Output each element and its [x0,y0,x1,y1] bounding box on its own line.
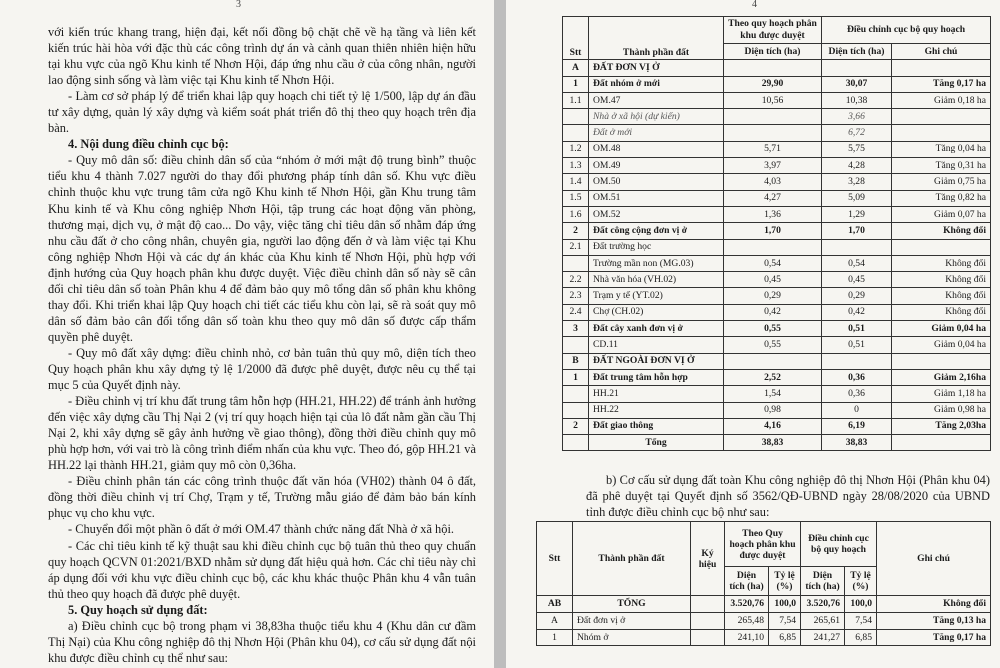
cell-area-approved: 3.520,76 [725,596,769,613]
cell-stt: A [563,60,589,76]
cell-component: Trường mần non (MG.03) [589,255,724,271]
cell-area-approved: 265,48 [725,612,769,629]
cell-note: Tăng 0,17 ha [892,76,991,92]
cell-component: Tổng [589,435,724,451]
cell-ratio-approved: 6,85 [769,629,801,646]
cell-stt [563,255,589,271]
body-paragraph: - Chuyển đổi một phần ô đất ở mới OM.47 thành chức năng đất Nhà ở xã hội. [68,522,454,537]
cell-area-adjusted: 241,27 [801,629,845,646]
cell-component: CD.11 [589,337,724,353]
cell-area-approved: 0,55 [724,321,822,337]
right-page [506,0,1000,668]
cell-area-adjusted: 1,29 [822,206,892,222]
cell-area-approved [724,353,822,369]
cell-area-adjusted: 265,61 [801,612,845,629]
cell-note: Không đổi [892,304,991,320]
cell-component: Nhóm ở [573,629,691,646]
cell-area-approved [724,109,822,125]
header-adjusted: Điều chỉnh cục bộ quy hoạch [801,522,877,567]
cell-area-approved: 0,98 [724,402,822,418]
cell-stt [563,402,589,418]
cell-component: Đất ở mới [589,125,724,141]
body-paragraph: - Quy mô đất xây dựng: điều chỉnh nhỏ, cơ bản tuân thủ quy mô, diện tích theo Quy hoạch phân khu xây dựng tỷ lệ 1/2000 đã được phê duyệt, được nêu cụ thể tại mục 5 của Quyết định này. [48,345,476,393]
table-row [537,596,991,613]
cell-component: HH.21 [589,386,724,402]
cell-area-adjusted: 3,66 [822,109,892,125]
cell-stt [563,337,589,353]
body-paragraph: - Làm cơ sở pháp lý để triển khai lập quy hoạch chi tiết tỷ lệ 1/500, lập dự án đầu tư xây dựng, quản lý xây dựng và kiểm soát phát triển đô thị theo quy hoạch trên địa bàn. [48,89,476,136]
table-row [537,629,991,646]
cell-note: Không đổi [892,223,991,239]
cell-stt: AB [537,596,573,613]
cell-component: OM.52 [589,206,724,222]
cell-area-adjusted: 6,72 [822,125,892,141]
cell-component: Chợ (CH.02) [589,304,724,320]
header-note: Ghi chú [877,522,991,596]
overall-land-use-table [536,521,991,646]
left-page-text [48,24,476,666]
cell-component: Đất cây xanh đơn vị ở [589,321,724,337]
cell-stt: 1.1 [563,92,589,108]
cell-area-adjusted: 3.520,76 [801,596,845,613]
body-paragraph: - Quy mô dân số: điều chỉnh dân số của “nhóm ở mới mật độ trung bình” thuộc tiểu khu 4 thành 7.027 người do thay đổi phương pháp tính dân số. Khu vực điều chỉnh thuộc khu vực trung tâm cửa ngõ Khu kinh tế Nhơn Hội, gần Khu trung tâm Khu kinh tế và Khu công nghiệp Nhơn Hội, tập trung các hoạt động văn phòng, thương mại, dịch vụ, ở mật độ cao... Do vậy, việc tăng chỉ tiêu dân số nhằm đáp ứng nhu cầu đất ở cho công nhân, chuyên gia, người lao động đến ở và làm việc tại Khu công nghiệp Nhơn Hội và các dự án khác của Khu kinh tế Nhơn Hội, phù hợp với định hướng của Quy hoạch phân khu được duyệt. Việc điều chỉnh dân số này sẽ cân đối chỉ tiêu dân số toàn Phân khu 4 để đảm bảo quy mô tổng dân số phân khu không thay đổi. Khi triển khai lập Quy hoạch chi tiết các tiểu khu còn lại, sẽ rà soát quy mô dân số đảm bảo cân đối tổng dân số toàn khu theo quy mô dân số được cấp thẩm quyền phê duyệt. [48,153,476,344]
cell-ratio-approved: 100,0 [769,596,801,613]
cell-component: Đất nhóm ở mới [589,76,724,92]
section-heading: 5. Quy hoạch sử dụng đất: [68,602,208,617]
cell-area-approved: 0,42 [724,304,822,320]
cell-area-approved: 4,16 [724,418,822,434]
section-heading: 4. Nội dung điều chỉnh cục bộ: [68,137,229,152]
cell-note [892,125,991,141]
cell-area-adjusted: 0,42 [822,304,892,320]
cell-area-approved: 241,10 [725,629,769,646]
cell-stt: 1 [563,76,589,92]
table-row [563,125,991,141]
cell-area-adjusted [822,60,892,76]
cell-area-adjusted: 6,19 [822,418,892,434]
cell-area-approved: 5,71 [724,141,822,157]
cell-stt [563,435,589,451]
cell-area-adjusted: 38,83 [822,435,892,451]
cell-area-adjusted: 3,28 [822,174,892,190]
table-row [563,239,991,255]
header-adjusted: Điều chỉnh cục bộ quy hoạch [822,17,991,44]
table-row [563,288,991,304]
cell-stt: 1.2 [563,141,589,157]
cell-area-adjusted: 0,45 [822,272,892,288]
cell-note [892,60,991,76]
cell-component: Trạm y tế (YT.02) [589,288,724,304]
table-row [563,223,991,239]
cell-note: Tăng 2,03ha [892,418,991,434]
cell-area-approved [724,125,822,141]
table-row [537,612,991,629]
cell-ratio-adjusted: 6,85 [845,629,877,646]
cell-component: OM.49 [589,158,724,174]
cell-stt: 1.3 [563,158,589,174]
table-row [563,60,991,76]
cell-symbol [691,596,725,613]
cell-note: Giảm 0,75 ha [892,174,991,190]
paragraph-b: b) Cơ cấu sử dụng đất toàn Khu công nghiệp đô thị Nhơn Hội (Phân khu 04) đã phê duyệt tại Quyết định số 3562/QĐ-UBND ngày 28/08/2020 của UBND tỉnh được điều chỉnh cục bộ như sau: [586,473,990,519]
table-row [563,418,991,434]
page-number: 4 [752,0,757,10]
cell-component: ĐẤT NGOÀI ĐƠN VỊ Ở [589,353,724,369]
table-row [563,321,991,337]
cell-area-adjusted: 4,28 [822,158,892,174]
table-row [563,158,991,174]
cell-component: Nhà ở xã hội (dự kiến) [589,109,724,125]
cell-note [892,353,991,369]
table-row [563,174,991,190]
cell-component: OM.47 [589,92,724,108]
header-note: Ghi chú [892,44,991,60]
body-paragraph: - Các chỉ tiêu kinh tế kỹ thuật sau khi điều chỉnh cục bộ tuân thủ theo quy chuẩn quy hoạch QCVN 01:2021/BXD nhằm sử dụng đất hiệu quả hơn. Các chỉ tiêu này chỉ áp dụng đối với khu vực điều chỉnh cục bộ, các khu khác thuộc Phân khu 4 vẫn tuân thủ theo quy hoạch đã được phê duyệt. [48,538,476,601]
cell-note: Giảm 2,16ha [892,369,991,385]
table-row [563,337,991,353]
header-area-approved: Diện tích (ha) [725,567,769,596]
table-row [563,272,991,288]
cell-stt: B [563,353,589,369]
cell-area-adjusted: 0,36 [822,386,892,402]
cell-area-approved [724,239,822,255]
cell-area-adjusted: 0,54 [822,255,892,271]
cell-note: Giảm 1,18 ha [892,386,991,402]
cell-ratio-adjusted: 100,0 [845,596,877,613]
cell-area-approved: 38,83 [724,435,822,451]
cell-area-adjusted: 30,07 [822,76,892,92]
cell-note [892,109,991,125]
cell-area-adjusted: 5,09 [822,190,892,206]
body-paragraph: với kiến trúc khang trang, hiện đại, kết nối đồng bộ chặt chẽ về hạ tầng và liên kết kiến trúc hài hòa với đặc thù các công trình dự án và cảnh quan thiên nhiên hiện hữu tại khu vực của ngõ Khu kinh tế Nhơn Hội, đáp ứng nhu cầu ở của công nhân, người lao động sinh sống và làm việc tại Khu kinh tế Nhơn Hội. [48,25,476,88]
cell-area-adjusted [822,353,892,369]
cell-stt: 2.2 [563,272,589,288]
cell-area-approved: 1,36 [724,206,822,222]
cell-note: Tăng 0,04 ha [892,141,991,157]
cell-stt: 1.6 [563,206,589,222]
cell-stt: A [537,612,573,629]
cell-component: TỔNG [573,596,691,613]
table-row [563,109,991,125]
table-row [563,141,991,157]
left-page [0,0,494,668]
cell-stt: 3 [563,321,589,337]
cell-component: Nhà văn hóa (VH.02) [589,272,724,288]
cell-area-adjusted: 5,75 [822,141,892,157]
table-row [563,369,991,385]
cell-note: Không đổi [892,255,991,271]
cell-area-approved [724,60,822,76]
cell-component: HH.22 [589,402,724,418]
header-component: Thành phần đất [589,17,724,60]
page-number: 3 [236,0,241,10]
cell-stt [563,109,589,125]
table-row [563,76,991,92]
body-paragraph: - Điều chỉnh vị trí khu đất trung tâm hỗn hợp (HH.21, HH.22) để tránh ảnh hưởng đến việc xây dựng cầu Thị Nại 2 (vị trí quy hoạch hiện tại của lô đất nằm gần cầu Thị Nại 2, khi xây dựng sẽ gây ảnh hưởng về giao thông), đồng thời điều chỉnh quy mô phù hợp hơn, với vai trò là công trình điểm nhấn của khu vực. Theo đó, gộp HH.21 và HH.22 lại thành HH.21, giảm quy mô còn 0,36ha. [48,394,476,473]
cell-note: Không đổi [892,272,991,288]
cell-area-adjusted: 0,29 [822,288,892,304]
cell-area-adjusted: 0,36 [822,369,892,385]
cell-stt: 2.1 [563,239,589,255]
cell-component: Đất trường học [589,239,724,255]
cell-area-approved: 1,54 [724,386,822,402]
cell-component: OM.48 [589,141,724,157]
cell-area-approved: 4,27 [724,190,822,206]
cell-area-approved: 0,29 [724,288,822,304]
table-row [563,190,991,206]
cell-stt: 1 [537,629,573,646]
cell-area-adjusted: 10,38 [822,92,892,108]
cell-area-adjusted [822,239,892,255]
cell-note: Tăng 0,17 ha [877,629,991,646]
cell-area-approved: 0,45 [724,272,822,288]
table-row [563,206,991,222]
cell-note [892,239,991,255]
cell-area-adjusted: 0,51 [822,321,892,337]
cell-area-approved: 2,52 [724,369,822,385]
cell-area-approved: 3,97 [724,158,822,174]
cell-stt: 1.5 [563,190,589,206]
cell-symbol [691,629,725,646]
cell-note: Giảm 0,04 ha [892,321,991,337]
cell-stt: 2.3 [563,288,589,304]
cell-component: Đất trung tâm hỗn hợp [589,369,724,385]
cell-note: Giảm 0,98 ha [892,402,991,418]
cell-stt: 2 [563,223,589,239]
cell-area-adjusted: 0,51 [822,337,892,353]
header-area-adjusted: Diện tích (ha) [801,567,845,596]
cell-note: Giảm 0,18 ha [892,92,991,108]
cell-note: Tăng 0,82 ha [892,190,991,206]
header-stt: Stt [537,522,573,596]
cell-component: ĐẤT ĐƠN VỊ Ở [589,60,724,76]
header-symbol: Ký hiệu [691,522,725,596]
table-row [563,402,991,418]
cell-note: Không đổi [877,596,991,613]
cell-note: Không đổi [892,288,991,304]
body-paragraph: - Điều chỉnh phân tán các công trình thuộc đất văn hóa (VH02) thành 04 ô đất, đồng thời điều chỉnh vị trí Chợ, Trạm y tế, Trường mẫu giáo để đảm bảo bán kính phục vụ cho khu vực. [48,474,476,521]
header-stt: Stt [563,17,589,60]
cell-note: Tăng 0,13 ha [877,612,991,629]
cell-area-approved: 10,56 [724,92,822,108]
cell-stt: 2 [563,418,589,434]
cell-ratio-approved: 7,54 [769,612,801,629]
cell-symbol [691,612,725,629]
cell-stt [563,386,589,402]
cell-note [892,435,991,451]
header-ratio-adjusted: Tỷ lệ (%) [845,567,877,596]
cell-area-approved: 0,54 [724,255,822,271]
table-row [563,255,991,271]
table-row [563,304,991,320]
cell-note: Giảm 0,07 ha [892,206,991,222]
table-row [563,435,991,451]
cell-component: OM.51 [589,190,724,206]
header-approved: Theo quy hoạch phân khu được duyệt [724,17,822,44]
cell-component: Đất giao thông [589,418,724,434]
header-component: Thành phần đất [573,522,691,596]
cell-area-adjusted: 0 [822,402,892,418]
header-ratio-approved: Tỷ lệ (%) [769,567,801,596]
cell-stt [563,125,589,141]
cell-component: OM.50 [589,174,724,190]
header-approved: Theo Quy hoạch phân khu được duyệt [725,522,801,567]
cell-area-approved: 4,03 [724,174,822,190]
cell-component: Đất đơn vị ở [573,612,691,629]
cell-stt: 2.4 [563,304,589,320]
land-use-adjustment-table [562,16,991,451]
cell-area-approved: 1,70 [724,223,822,239]
body-paragraph: a) Điều chỉnh cục bộ trong phạm vi 38,83ha thuộc tiểu khu 4 (Khu dân cư đầm Thị Nại) của Khu công nghiệp đô thị Nhơn Hội (Phân khu 04), cơ cấu sử dụng đất nội khu được điều chỉnh cụ thể như sau: [48,618,476,665]
cell-note: Giảm 0,04 ha [892,337,991,353]
cell-ratio-adjusted: 7,54 [845,612,877,629]
cell-note: Tăng 0,31 ha [892,158,991,174]
header-area-approved: Diện tích (ha) [724,44,822,60]
table-row [563,353,991,369]
table-row [563,386,991,402]
cell-stt: 1 [563,369,589,385]
cell-area-approved: 29,90 [724,76,822,92]
cell-component: Đất công cộng đơn vị ở [589,223,724,239]
cell-stt: 1.4 [563,174,589,190]
cell-area-approved: 0,55 [724,337,822,353]
cell-area-adjusted: 1,70 [822,223,892,239]
header-area-adjusted: Diện tích (ha) [822,44,892,60]
table-row [563,92,991,108]
